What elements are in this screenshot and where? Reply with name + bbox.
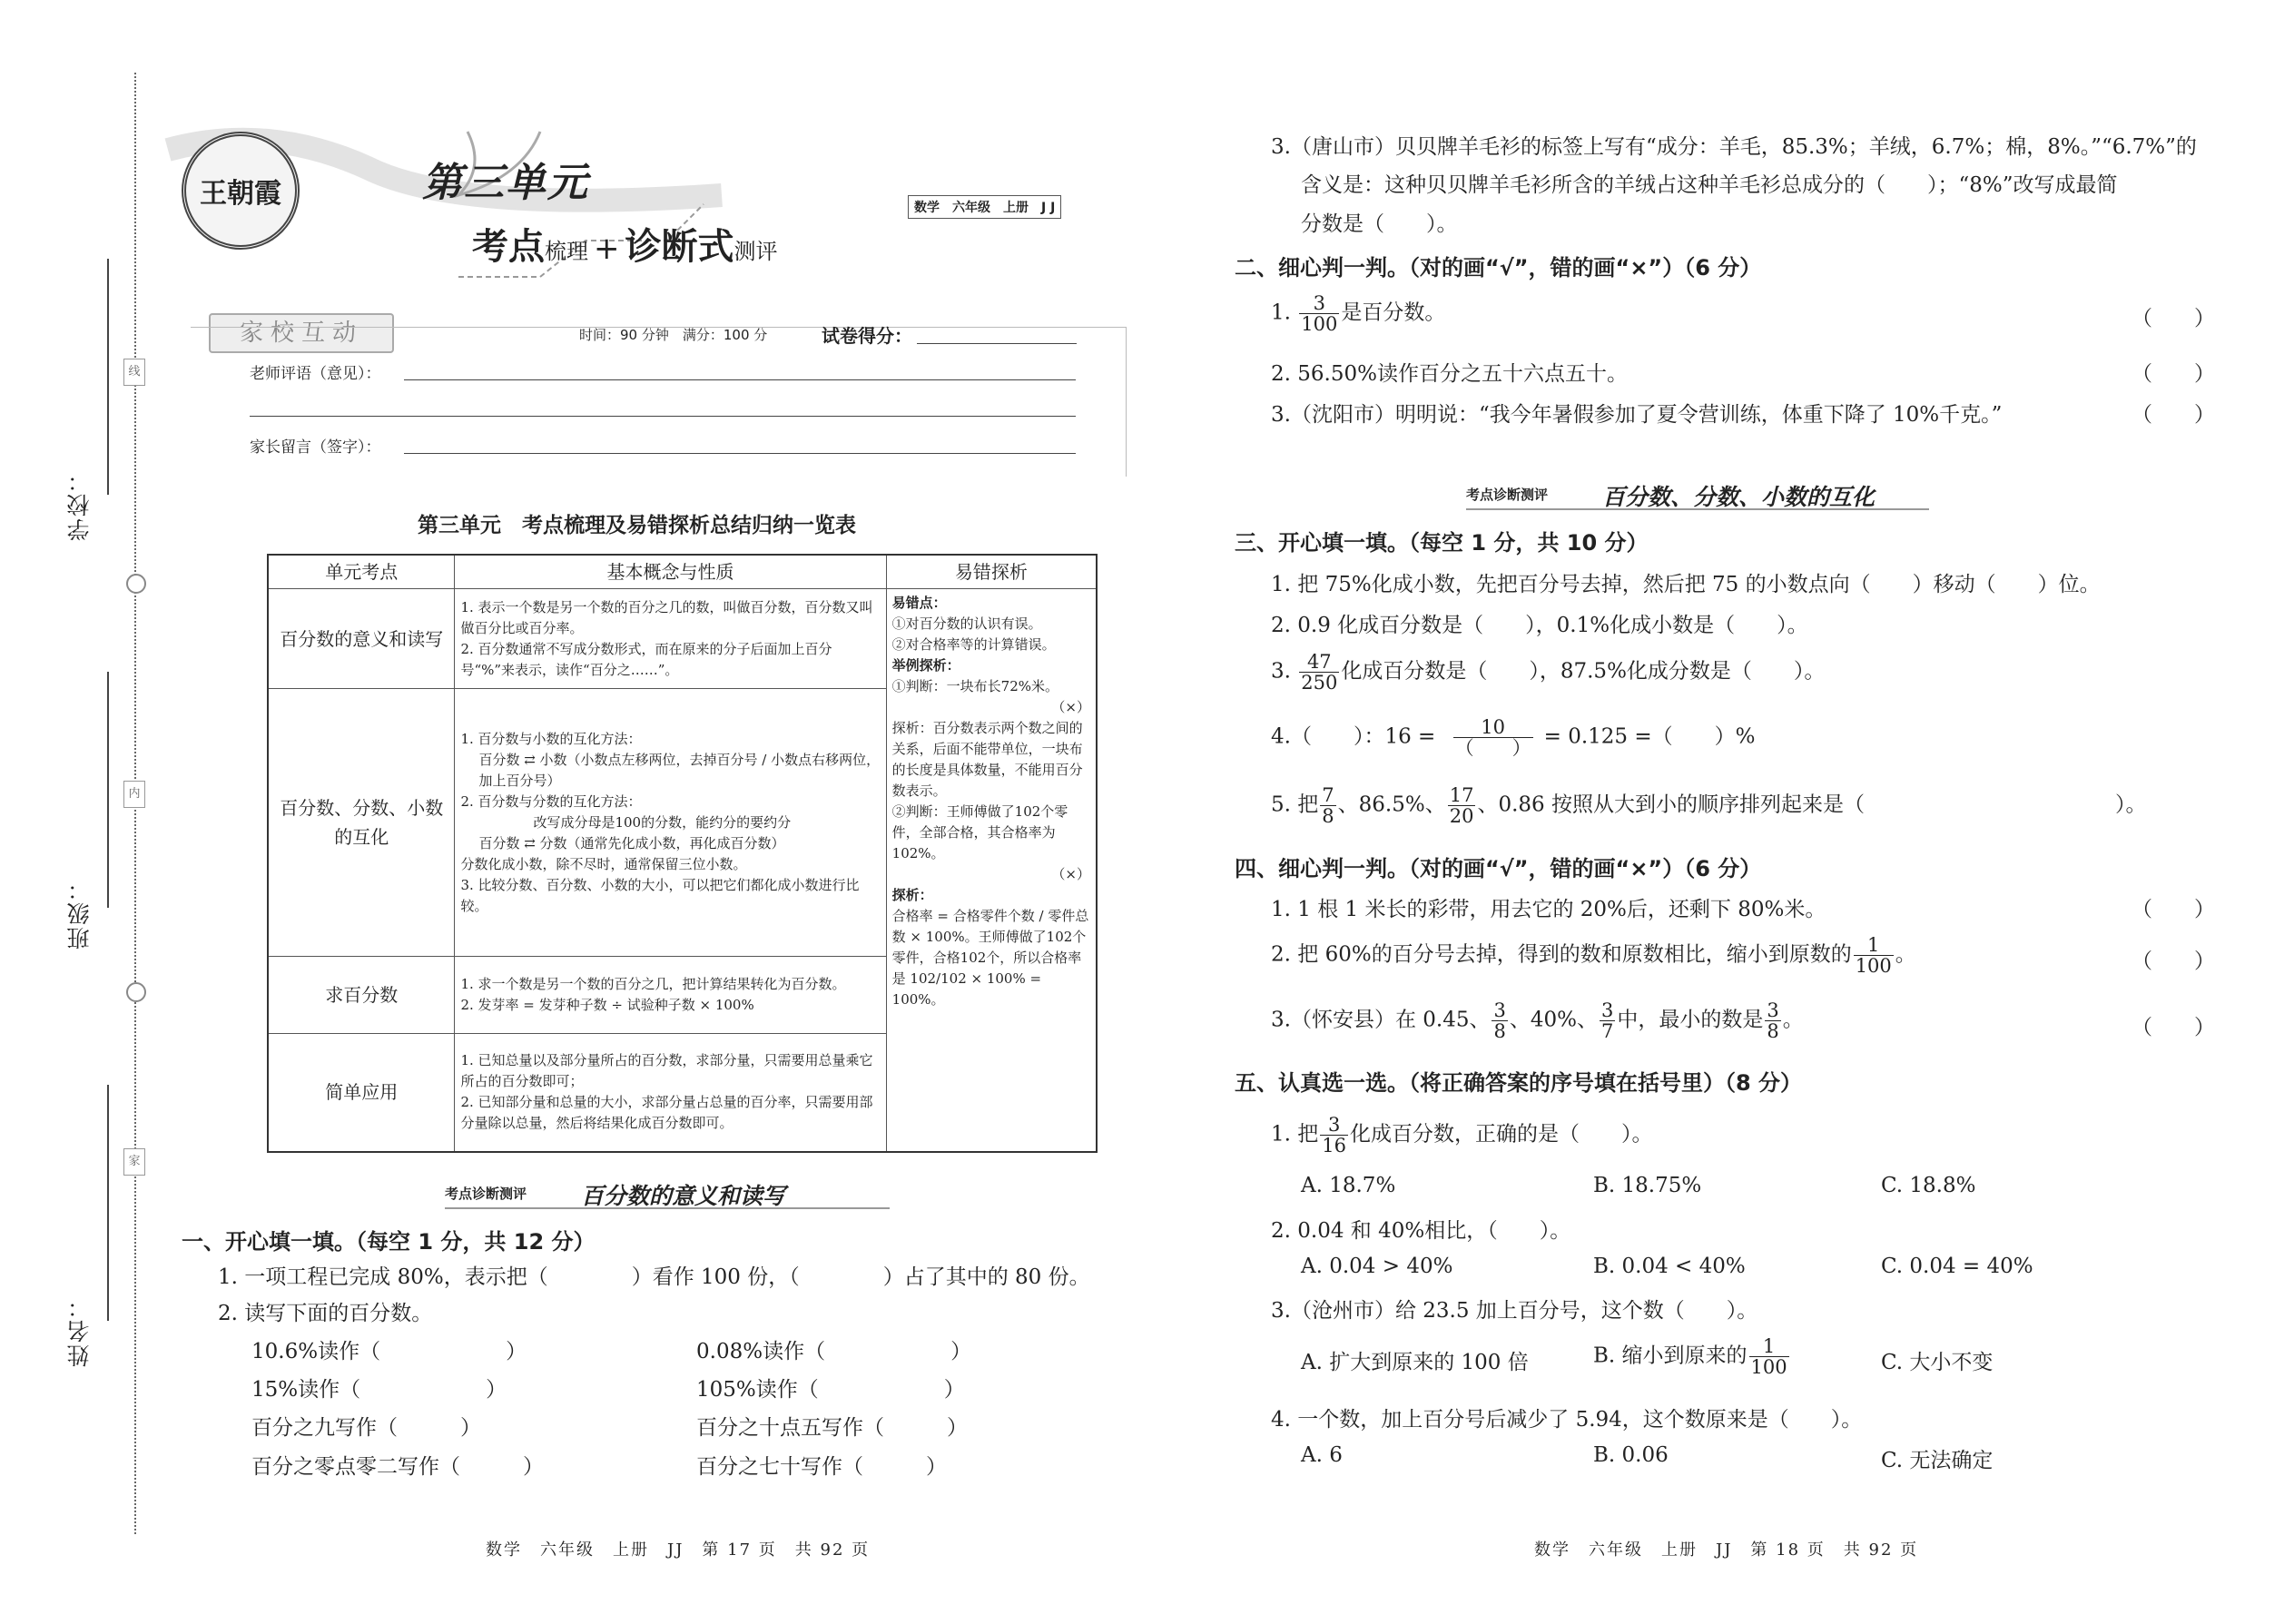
error-line: 举例探析： xyxy=(891,657,960,674)
section-heading: 五、认真选一选。（将正确答案的序号填在括号里）（8 分） xyxy=(1235,1070,1803,1096)
q-text: 、40%、 xyxy=(1509,1008,1598,1032)
section-heading: 四、细心判一判。（对的画“√”，错的画“×”）（6 分） xyxy=(1235,856,1762,881)
section-heading: 三、开心填一填。（每空 1 分，共 10 分） xyxy=(1235,530,1649,556)
concept-line: 2. 发芽率 = 发芽种子数 ÷ 试验种子数 × 100% xyxy=(460,997,754,1013)
numerator: 10 xyxy=(1453,717,1533,738)
question-cont[interactable]: 分数是（ ）。 xyxy=(1301,212,1458,236)
option-b[interactable] xyxy=(1593,1336,1791,1377)
fill-item[interactable]: 百分之零点零二写作（ ） xyxy=(251,1455,544,1479)
banner-small-label: 考点诊断测评 xyxy=(1466,487,1549,503)
page-footer-left: 数学 六年级 上册 JJ 第 17 页 共 92 页 xyxy=(486,1540,871,1560)
unit-point: 简单应用 xyxy=(268,1034,455,1152)
judge-question[interactable]: 2. 56.50%读作百分之五十六点五十。 xyxy=(1271,362,1628,386)
subtitle-ceping: 测评 xyxy=(733,239,778,264)
binding-tag: 内 xyxy=(123,781,145,808)
section-heading: 一、开心填一填。（每空 1 分，共 12 分） xyxy=(182,1229,596,1255)
q-text: = 0.125 =（ ）% xyxy=(1543,724,1756,749)
answer-paren[interactable]: （ ） xyxy=(2132,307,2215,330)
q-text: 1. xyxy=(1271,300,1291,325)
option-c[interactable]: C. 大小不变 xyxy=(1881,1351,1994,1374)
concept-line: 2. 百分数与分数的互化方法： xyxy=(460,792,642,810)
subtitle-zhenduan: 诊断式 xyxy=(625,226,734,268)
denominator: 16 xyxy=(1322,1135,1346,1157)
subtitle-kaodian: 考点 xyxy=(472,226,545,268)
fill-item[interactable]: 10.6%读作（ ） xyxy=(251,1340,527,1363)
class-label: 班级： xyxy=(66,876,93,950)
fraction xyxy=(1453,717,1533,758)
option-text: B. 缩小到原来的 xyxy=(1593,1343,1748,1368)
parent-comment-field[interactable] xyxy=(404,453,1076,454)
fraction xyxy=(1600,1000,1615,1041)
teacher-comment-label: 老师评语（意见）： xyxy=(250,365,381,383)
numerator: 3 xyxy=(1320,1115,1348,1136)
q-text: 4.（ ）：16 = xyxy=(1271,724,1436,749)
error-line: 探析：百分数表示两个数之间的关系，后面不能带单位，一块布的长度是具体数量，不能用百分数表示。 xyxy=(891,720,1083,799)
banner-title: 百分数的意义和读写 xyxy=(581,1183,786,1209)
logo-seal xyxy=(182,132,300,250)
binding-hole xyxy=(126,982,146,1002)
denominator: 100 xyxy=(1855,955,1892,978)
numerator: 47 xyxy=(1299,652,1339,673)
unit-point: 百分数的意义和读写 xyxy=(268,589,455,689)
error-line: ①对百分数的认识有误。 xyxy=(891,615,1042,632)
option-a[interactable]: A. 0.04 > 40% xyxy=(1301,1255,1453,1278)
denominator: 8 xyxy=(1322,805,1334,828)
unit-point: 百分数、分数、小数的互化 xyxy=(268,689,455,957)
name-blank-line[interactable] xyxy=(107,1085,109,1321)
numerator: 3 xyxy=(1600,999,1614,1021)
question[interactable]: 1. 把 75%化成小数，先把百分号去掉，然后把 75 的小数点向（ ）移动（ ）位。 xyxy=(1271,573,2101,596)
class-blank-line[interactable] xyxy=(107,672,109,908)
fraction xyxy=(1299,293,1339,334)
binding-tag: 线 xyxy=(123,359,145,386)
q-text: 2. 把 60%的百分号去掉，得到的数和原数相比，缩小到原数的 xyxy=(1271,942,1852,967)
answer-paren[interactable]: （ ） xyxy=(2132,403,2215,427)
concept-line: 1. 表示一个数是另一个数的百分之几的数，叫做百分数，百分数又叫做百分比或百分率。 xyxy=(460,598,873,636)
banner-arrow xyxy=(1466,508,1929,510)
answer-paren[interactable]: （ ） xyxy=(2132,950,2215,973)
fraction xyxy=(1854,935,1894,976)
section-banner xyxy=(445,1178,899,1215)
fraction xyxy=(1749,1336,1789,1377)
q-text: 3. xyxy=(1271,659,1291,684)
denominator: 7 xyxy=(1600,1020,1614,1043)
table-header: 基本概念与性质 xyxy=(455,555,886,589)
option-b[interactable]: B. 0.06 xyxy=(1593,1443,1669,1467)
fill-item[interactable]: 15%读作（ ） xyxy=(251,1378,507,1402)
concept-line: 改写成分母是100的分数，能约分的要约分 xyxy=(533,813,792,831)
fraction xyxy=(1320,1115,1348,1156)
banner-arrow xyxy=(445,1207,890,1209)
choice-question[interactable]: 4. 一个数，加上百分号后减少了 5.94，这个数原来是（ ）。 xyxy=(1271,1408,1863,1432)
fill-item[interactable]: 105%读作（ ） xyxy=(696,1378,965,1402)
table-header: 单元考点 xyxy=(268,555,455,589)
numerator: 3 xyxy=(1493,999,1506,1021)
banner-small-label: 考点诊断测评 xyxy=(445,1186,527,1202)
question[interactable]: 1. 一项工程已完成 80%，表示把（ ）看作 100 份，（ ）占了其中的 80 份。 xyxy=(218,1265,1090,1289)
question[interactable] xyxy=(1271,785,2146,826)
parent-comment-label: 家长留言（签字）： xyxy=(250,438,381,457)
choice-question[interactable]: 3.（沧州市）给 23.5 加上百分号，这个数（ ）。 xyxy=(1271,1299,1758,1323)
section-heading: 二、细心判一判。（对的画“√”，错的画“×”）（6 分） xyxy=(1235,255,1762,281)
concept-line: 2. 百分数通常不写成分数形式，而在原来的分子后面加上百分号“%”来表示，读作“百分之……”。 xyxy=(460,640,832,678)
option-b[interactable]: B. 18.75% xyxy=(1593,1174,1702,1197)
score-label: 试卷得分： xyxy=(822,325,912,347)
school-blank-line[interactable] xyxy=(107,259,109,495)
fill-item[interactable]: 百分之七十写作（ ） xyxy=(696,1455,947,1479)
q-text: 、0.86 按照从大到小的顺序排列起来是（ ）。 xyxy=(1477,792,2147,817)
concept-cell xyxy=(455,589,886,689)
error-line: 探析： xyxy=(891,887,933,903)
logo-text: 王朝霞 xyxy=(200,178,281,210)
binding-tag: 家 xyxy=(123,1148,145,1176)
answer-paren[interactable]: （ ） xyxy=(2132,898,2215,921)
question: 2. 读写下面的百分数。 xyxy=(218,1302,433,1325)
error-line: ①判断：一块布长72%米。 xyxy=(891,678,1058,694)
name-label: 姓名： xyxy=(66,1294,93,1367)
table-header: 易错探析 xyxy=(886,555,1097,589)
score-field[interactable] xyxy=(917,343,1077,344)
concept-line: 百分数 ⇄ 分数（通常先化成小数，再化成百分数） xyxy=(478,834,785,851)
answer-paren[interactable]: （ ） xyxy=(2132,1016,2215,1039)
option-a[interactable]: A. 18.7% xyxy=(1301,1174,1396,1197)
judge-question[interactable] xyxy=(1271,935,1916,976)
school-label: 学校： xyxy=(66,468,93,541)
fill-item[interactable]: 百分之十点五写作（ ） xyxy=(696,1416,968,1440)
concept-cell xyxy=(455,1034,886,1152)
denominator: 8 xyxy=(1493,1020,1506,1043)
fraction xyxy=(1448,785,1476,826)
numerator: 1 xyxy=(1854,935,1894,956)
numerator: 7 xyxy=(1322,784,1334,806)
question[interactable] xyxy=(1271,717,1755,758)
error-line: ②对合格率等的计算错误。 xyxy=(891,636,1056,653)
error-line: （×） xyxy=(1051,699,1090,715)
error-analysis-cell xyxy=(886,589,1097,1152)
banner-title: 百分数、分数、小数的互化 xyxy=(1602,484,1876,510)
grade-badge: 数学 六年级 上册 J J xyxy=(908,195,1061,219)
q-text: 。 xyxy=(1782,1008,1804,1032)
unit-point: 求百分数 xyxy=(268,957,455,1034)
option-a[interactable]: A. 扩大到原来的 100 倍 xyxy=(1301,1351,1529,1374)
fraction xyxy=(1492,1000,1507,1041)
error-line: 合格率 = 合格零件个数 / 零件总数 × 100%。王师傅做了102个零件，合格102个，所以合格率是 102/102 × 100% = 100%。 xyxy=(891,908,1089,1008)
numerator: 3 xyxy=(1299,293,1339,314)
home-school-label: 家校互动 xyxy=(209,313,394,353)
question[interactable] xyxy=(1271,652,1825,693)
question-cont[interactable]: 含义是：这种贝贝牌羊毛衫所含的羊绒占这种羊毛衫总成分的（ ）；“8%”改写成最简 xyxy=(1301,173,2118,197)
denominator: 100 xyxy=(1301,313,1338,336)
q-text: 中，最小的数是 xyxy=(1617,1008,1764,1032)
error-line: 易错点： xyxy=(891,595,947,611)
concept-line: 1. 百分数与小数的互化方法： xyxy=(460,730,642,747)
q-text: 是百分数。 xyxy=(1341,300,1446,325)
answer-paren[interactable]: （ ） xyxy=(2132,362,2215,386)
numerator: 1 xyxy=(1749,1336,1789,1357)
choice-question[interactable]: 2. 0.04 和 40%相比，（ ）。 xyxy=(1271,1219,1571,1243)
teacher-comment-field[interactable] xyxy=(404,379,1076,380)
table-header-row xyxy=(268,555,1097,589)
subtitle-plus: + xyxy=(594,231,620,267)
q-text: 、86.5%、 xyxy=(1337,792,1446,817)
option-c[interactable]: C. 无法确定 xyxy=(1881,1449,1994,1472)
denominator: 8 xyxy=(1767,1020,1779,1043)
summary-table xyxy=(267,554,1098,1153)
denominator: 100 xyxy=(1750,1356,1787,1379)
option-c[interactable]: C. 0.04 = 40% xyxy=(1881,1255,2033,1278)
question[interactable]: 2. 0.9 化成百分数是（ ），0.1%化成小数是（ ）。 xyxy=(1271,614,1808,637)
exam-time: 时间：90 分钟 满分：100 分 xyxy=(579,327,768,343)
error-line: （×） xyxy=(1051,866,1090,882)
q-text: 化成百分数是（ ），87.5%化成分数是（ ）。 xyxy=(1341,659,1826,684)
divider xyxy=(1126,327,1127,477)
section-banner xyxy=(1466,479,1938,516)
option-c[interactable]: C. 18.8% xyxy=(1881,1174,1976,1197)
error-line: ②判断：王师傅做了102个零件，全部合格，其合格率为102%。 xyxy=(891,803,1068,861)
q-text: 化成百分数，正确的是（ ）。 xyxy=(1350,1122,1653,1147)
q-text: 。 xyxy=(1895,942,1916,967)
question[interactable]: 3.（唐山市）贝贝牌羊毛衫的标签上写有“成分：羊毛，85.3%；羊绒，6.7%；棉，8%。”“6.7%”的 xyxy=(1271,135,2197,159)
numerator: 17 xyxy=(1449,784,1474,806)
unit-title: 第三单元 xyxy=(422,160,589,206)
fraction xyxy=(1299,652,1339,693)
denominator: 250 xyxy=(1301,672,1338,694)
q-text: 1. 把 xyxy=(1271,1122,1319,1147)
concept-line: 分数化成小数，除不尽时，通常保留三位小数。 xyxy=(460,855,747,872)
option-a[interactable]: A. 6 xyxy=(1301,1443,1343,1467)
choice-question[interactable] xyxy=(1271,1115,1653,1156)
concept-line: 2. 已知部分量和总量的大小，求部分量占总量的百分率，只需要用部分量除以总量，然后将结果化成百分数即可。 xyxy=(460,1094,873,1132)
denominator: （ ） xyxy=(1454,737,1531,760)
concept-cell xyxy=(455,689,886,957)
q-text: 3.（怀安县）在 0.45、 xyxy=(1271,1008,1491,1032)
fraction xyxy=(1320,785,1335,826)
denominator: 20 xyxy=(1449,805,1474,828)
judge-question[interactable]: 1. 1 根 1 米长的彩带，用去它的 20%后，还剩下 80%米。 xyxy=(1271,898,1826,921)
concept-line: 3. 比较分数、百分数、小数的大小，可以把它们都化成小数进行比较。 xyxy=(460,876,860,914)
q-text: 5. 把 xyxy=(1271,792,1319,817)
judge-question[interactable]: 3.（沈阳市）明明说：“我今年暑假参加了夏令营训练，体重下降了 10%千克。” xyxy=(1271,403,2003,427)
subtitle xyxy=(472,218,778,270)
summary-title: 第三单元 考点梳理及易错探析总结归纳一览表 xyxy=(418,514,856,537)
page-footer-right: 数学 六年级 上册 JJ 第 18 页 共 92 页 xyxy=(1534,1540,1919,1560)
table-row xyxy=(268,589,1097,689)
fraction xyxy=(1765,1000,1780,1041)
numerator: 3 xyxy=(1767,999,1779,1021)
teacher-comment-field-2[interactable] xyxy=(250,416,1076,417)
concept-line: 1. 已知总量以及部分量所占的百分数，求部分量，只需要用总量乘它所占的百分数即可； xyxy=(460,1052,873,1090)
fill-item[interactable]: 百分之九写作（ ） xyxy=(251,1416,481,1440)
binding-hole xyxy=(126,574,146,594)
concept-cell xyxy=(455,957,886,1034)
judge-question[interactable] xyxy=(1271,1000,1804,1041)
option-b[interactable]: B. 0.04 < 40% xyxy=(1593,1255,1746,1278)
subtitle-shuli: 梳理 xyxy=(545,239,588,264)
judge-question[interactable] xyxy=(1271,293,1445,334)
concept-line: 百分数 ⇄ 小数（小数点左移两位，去掉百分号 / 小数点右移两位，加上百分号） xyxy=(478,751,881,789)
fill-item[interactable]: 0.08%读作（ ） xyxy=(696,1340,972,1363)
concept-line: 1. 求一个数是另一个数的百分之几，把计算结果转化为百分数。 xyxy=(460,976,846,992)
